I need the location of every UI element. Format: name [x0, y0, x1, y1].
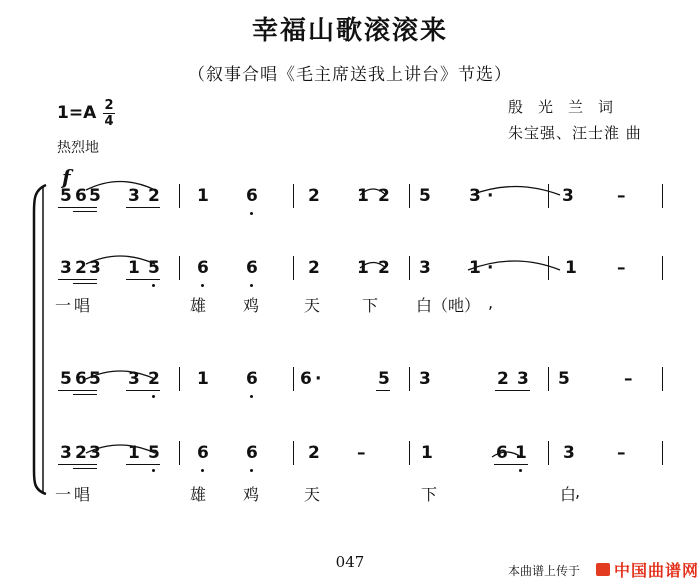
note: 2	[497, 369, 509, 389]
lyric-char: 吔	[448, 296, 465, 315]
site-name: 中国曲谱网	[614, 561, 700, 580]
bar-line	[293, 184, 294, 208]
bar-line	[293, 256, 294, 280]
note: 5	[148, 258, 160, 278]
note: 3	[517, 369, 529, 389]
note: –	[624, 369, 633, 389]
beam-line	[126, 464, 160, 465]
bar-line	[548, 367, 549, 391]
beam-line	[126, 207, 160, 208]
lyric-char: ,	[575, 482, 581, 501]
note: 1	[515, 443, 527, 463]
bar-line	[662, 184, 663, 208]
note: 3	[60, 258, 72, 278]
note: 6	[246, 443, 258, 463]
octave-dot	[201, 469, 204, 472]
bar-line	[662, 441, 663, 465]
bar-line	[409, 367, 410, 391]
note: 2	[378, 186, 390, 206]
lyric-char: 下	[362, 296, 379, 315]
upload-note: 本曲谱上传于	[508, 564, 581, 578]
octave-dot	[152, 395, 155, 398]
beam-line-double	[73, 394, 97, 395]
note: 1	[565, 258, 577, 278]
note: 2	[378, 258, 390, 278]
note: 3	[89, 258, 101, 278]
bar-line	[548, 441, 549, 465]
note: 6	[197, 258, 209, 278]
beam-line-double	[73, 283, 97, 284]
note: 3	[562, 186, 574, 206]
octave-dot	[250, 469, 253, 472]
site-logo-icon	[596, 563, 610, 576]
note: 3	[419, 369, 431, 389]
bar-line	[293, 367, 294, 391]
note: ·	[487, 258, 494, 278]
note: 6	[246, 186, 258, 206]
octave-dot	[152, 469, 155, 472]
lyric-char: 天	[304, 485, 321, 504]
note: 1	[128, 258, 140, 278]
note: 3	[419, 258, 431, 278]
bar-line	[179, 184, 180, 208]
note: 2	[75, 258, 87, 278]
bar-line	[179, 441, 180, 465]
note: 6	[75, 186, 87, 206]
note: 6	[300, 369, 312, 389]
system-bracket	[34, 185, 46, 494]
note: 1	[357, 258, 369, 278]
note: ·	[487, 186, 494, 206]
bar-line	[293, 441, 294, 465]
lyric-char: （	[432, 296, 449, 315]
lyric-char: 天	[304, 296, 321, 315]
tempo-marking: 热烈地	[57, 140, 99, 156]
lyric-char: 雄	[190, 296, 207, 315]
beam-line	[495, 390, 530, 391]
beam-line-double	[73, 468, 97, 469]
octave-dot	[152, 284, 155, 287]
beam-line	[126, 279, 160, 280]
dynamics-marking: f	[62, 165, 71, 189]
note: 5	[148, 443, 160, 463]
bar-line	[409, 256, 410, 280]
note: 1	[357, 186, 369, 206]
bar-line	[548, 256, 549, 280]
octave-dot	[519, 469, 522, 472]
lyric-char: 鸡	[243, 296, 260, 315]
octave-dot	[250, 212, 253, 215]
lyric-char: ）	[464, 296, 481, 315]
beam-line	[73, 390, 97, 391]
note: 1	[128, 443, 140, 463]
note: 5	[419, 186, 431, 206]
note: 3	[128, 369, 140, 389]
bar-line	[548, 184, 549, 208]
lyric-char: 唱	[74, 485, 91, 504]
note: 1	[197, 369, 209, 389]
note: 2	[148, 186, 160, 206]
song-subtitle: （叙事合唱《毛主席送我上讲台》节选）	[188, 65, 512, 85]
note: ·	[315, 369, 322, 389]
beam-line	[126, 390, 160, 391]
note: 2	[308, 186, 320, 206]
note: 3	[60, 443, 72, 463]
bar-line	[179, 367, 180, 391]
note: 5	[89, 186, 101, 206]
note: 3	[128, 186, 140, 206]
slur-3	[471, 187, 560, 196]
lyric-char: ,	[488, 293, 494, 312]
lyricist-credit: 殷光兰词	[508, 98, 629, 116]
note: 6	[246, 369, 258, 389]
note: –	[617, 258, 626, 278]
note: 1	[197, 186, 209, 206]
note: 5	[89, 369, 101, 389]
lyric-char: 下	[421, 485, 438, 504]
key-signature: 1=A	[57, 103, 97, 123]
note: 2	[308, 258, 320, 278]
note: –	[357, 443, 366, 463]
lyric-char: 白	[416, 296, 433, 315]
note: 1	[469, 258, 481, 278]
bar-line	[409, 184, 410, 208]
time-signature-bottom: 4	[104, 114, 114, 129]
composer-credit: 朱宝强、汪士淮 曲	[508, 124, 642, 142]
note: 3	[89, 443, 101, 463]
note: 6	[496, 443, 508, 463]
note: 3	[563, 443, 575, 463]
slur-6	[468, 261, 560, 270]
octave-dot	[201, 284, 204, 287]
note: 5	[60, 369, 72, 389]
note: 2	[308, 443, 320, 463]
bar-line	[179, 256, 180, 280]
bar-line	[662, 367, 663, 391]
octave-dot	[250, 284, 253, 287]
note: 3	[469, 186, 481, 206]
bar-line	[662, 256, 663, 280]
note: –	[617, 443, 626, 463]
beam-line	[73, 207, 97, 208]
note: 2	[75, 443, 87, 463]
note: 2	[148, 369, 160, 389]
lyric-char: 鸡	[243, 485, 260, 504]
note: 5	[558, 369, 570, 389]
note: –	[617, 186, 626, 206]
time-signature-top: 2	[104, 98, 114, 113]
lyric-char: 雄	[190, 485, 207, 504]
beam-line-double	[73, 211, 97, 212]
beam-line	[73, 279, 97, 280]
beam-line	[494, 464, 528, 465]
note: 1	[421, 443, 433, 463]
octave-dot	[250, 395, 253, 398]
note: 6	[197, 443, 209, 463]
page-number: 047	[335, 553, 365, 571]
lyric-char: 一	[55, 296, 72, 315]
lyric-char: 唱	[74, 296, 91, 315]
note: 5	[60, 186, 72, 206]
beam-line	[73, 464, 97, 465]
bar-line	[409, 441, 410, 465]
song-title: 幸福山歌滚滚来	[251, 16, 448, 46]
note: 5	[378, 369, 390, 389]
note: 6	[75, 369, 87, 389]
note: 6	[246, 258, 258, 278]
beam-line	[376, 390, 390, 391]
lyric-char: 一	[55, 485, 72, 504]
lyric-char: 白	[560, 485, 577, 504]
